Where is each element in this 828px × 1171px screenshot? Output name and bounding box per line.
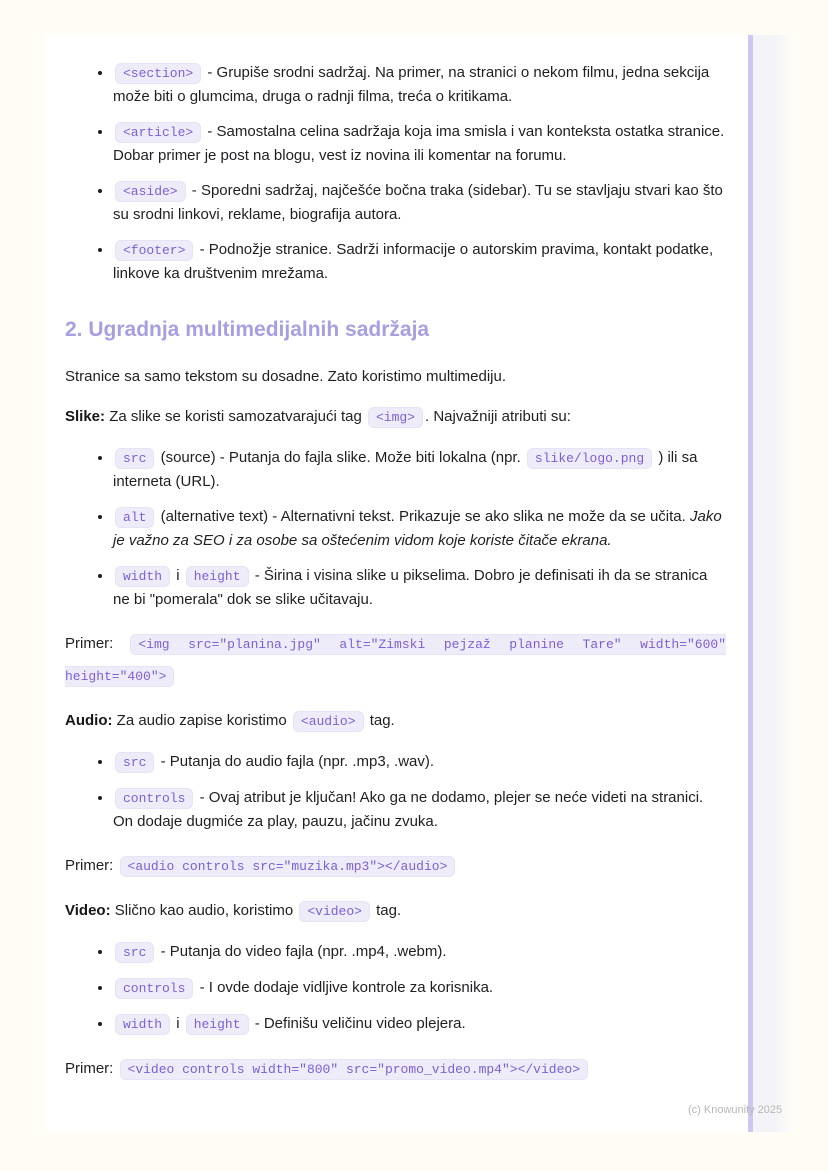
intro-paragraph: Stranice sa samo tekstom su dosadne. Zato koristimo multimediju. <box>65 368 507 385</box>
example-audio-paragraph <box>65 850 726 882</box>
list-item-text: - Putanja do audio fajla (npr. .mp3, .wav). <box>160 753 435 770</box>
video-label: Video: <box>65 902 111 919</box>
list-item-text: - Definišu veličinu video plejera. <box>254 1015 466 1032</box>
section-heading: 2. Ugradnja multimedijalnih sadržaja <box>65 318 430 341</box>
inline-code-article-tag: <article> <box>115 122 201 143</box>
video-lead-text: Slično kao audio, koristimo <box>114 902 294 919</box>
images-lead-text-after: . Najvažniji atributi su: <box>424 408 571 425</box>
inline-code-alt: alt <box>115 507 154 528</box>
audio-lead-paragraph <box>65 709 726 733</box>
audio-label: Audio: <box>65 712 113 729</box>
inline-code-audio-tag: <audio> <box>293 711 364 732</box>
audio-attributes-list <box>65 750 726 833</box>
list-item-img-alt <box>113 505 726 552</box>
list-item-text: - I ovde dodaje vidljive kontrole za korisnika. <box>199 979 494 996</box>
example-label: Primer: <box>65 1060 114 1077</box>
list-item-text: - Podnožje stranice. Sadrži informacije o autorskim pravima, kontakt podatke, linkove ka društvenim mrežama. <box>113 241 714 282</box>
img-attributes-list <box>65 446 726 611</box>
list-item-italic-note: Jako je važno za SEO i za osobe sa oštećenim vidom koje koriste čitače ekrana. <box>113 508 722 549</box>
semantic-tags-list <box>65 61 726 285</box>
inline-code-file-path: slike/logo.png <box>527 448 652 469</box>
list-item-video-src <box>113 940 726 964</box>
list-item-img-width-height <box>113 564 726 611</box>
example-img-paragraph <box>65 628 726 692</box>
list-item-text: - Sporedni sadržaj, najčešće bočna traka (sidebar). Tu se stavljaju stvari kao što su srodni linkovi, reklame, biografija autora. <box>113 182 723 223</box>
inline-code-controls: controls <box>115 978 193 999</box>
example-label: Primer: <box>65 635 114 652</box>
list-item-audio-controls <box>113 786 726 833</box>
inline-code-width: width <box>115 1014 170 1035</box>
inline-code-footer-tag: <footer> <box>115 240 193 261</box>
list-item-video-controls <box>113 976 726 1000</box>
list-item-text: - Ovaj atribut je ključan! Ako ga ne dodamo, plejer se neće videti na stranici. On dodaje dugmiće za play, pauzu, jačinu zvuka. <box>113 789 704 830</box>
list-item-text: (source) - Putanja do fajla slike. Može biti lokalna (npr. <box>160 449 521 466</box>
images-lead-text: Za slike se koristi samozatvarajući tag <box>109 408 362 425</box>
inline-code-section-tag: <section> <box>115 63 201 84</box>
inline-code-img-tag: <img> <box>368 407 423 428</box>
audio-lead-text: Za audio zapise koristimo <box>116 712 287 729</box>
audio-lead-text-after: tag. <box>369 712 395 729</box>
list-item-text: i <box>176 1015 180 1032</box>
video-lead-paragraph <box>65 899 726 923</box>
example-video-paragraph <box>65 1053 726 1085</box>
list-item-article-tag <box>113 120 726 167</box>
list-item-footer-tag <box>113 238 726 285</box>
inline-code-height: height <box>186 566 249 587</box>
side-gutter <box>753 35 791 1132</box>
inline-code-aside-tag: <aside> <box>115 181 186 202</box>
inline-code-src: src <box>115 942 154 963</box>
watermark: (c) Knowunity 2025 <box>688 1104 783 1116</box>
list-item-section-tag <box>113 61 726 108</box>
inline-code-width: width <box>115 566 170 587</box>
inline-code-img-example: <img src="planina.jpg" alt="Zimski pejzaž planine Tare" width="600" height="400"> <box>65 634 726 687</box>
inline-code-height: height <box>186 1014 249 1035</box>
video-lead-text-after: tag. <box>376 902 402 919</box>
video-attributes-list <box>65 940 726 1036</box>
list-item-text: - Širina i visina slike u pikselima. Dobro je definisati ih da se stranica ne bi "pomerala" dok se slike učitavaju. <box>113 567 708 608</box>
inline-code-video-tag: <video> <box>299 901 370 922</box>
list-item-audio-src <box>113 750 726 774</box>
inline-code-src: src <box>115 752 154 773</box>
list-item-img-src <box>113 446 726 493</box>
inline-code-audio-example: <audio controls src="muzika.mp3"></audio> <box>120 856 456 877</box>
list-item-text: - Samostalna celina sadržaja koja ima smisla i van konteksta ostatka stranice. Dobar primer je post na blogu, vest iz novina ili komentar na forumu. <box>113 123 725 164</box>
inline-code-src: src <box>115 448 154 469</box>
example-label: Primer: <box>65 857 114 874</box>
inline-code-controls: controls <box>115 788 193 809</box>
list-item-aside-tag <box>113 179 726 226</box>
document-card <box>45 35 748 1132</box>
list-item-text: (alternative text) - Alternativni tekst. Prikazuje se ako slika ne može da se učita. <box>160 508 686 525</box>
list-item-text: i <box>176 567 180 584</box>
images-label: Slike: <box>65 408 106 425</box>
list-item-text: ) ili sa interneta (URL). <box>113 449 698 490</box>
list-item-text: - Putanja do video fajla (npr. .mp4, .webm). <box>160 943 447 960</box>
list-item-video-width-height <box>113 1012 726 1036</box>
inline-code-video-example: <video controls width="800" src="promo_video.mp4"></video> <box>120 1059 588 1080</box>
list-item-text: - Grupiše srodni sadržaj. Na primer, na stranici o nekom filmu, jedna sekcija može biti o glumcima, druga o radnji filma, treća o kritikama. <box>113 64 710 105</box>
images-lead-paragraph <box>65 405 726 429</box>
